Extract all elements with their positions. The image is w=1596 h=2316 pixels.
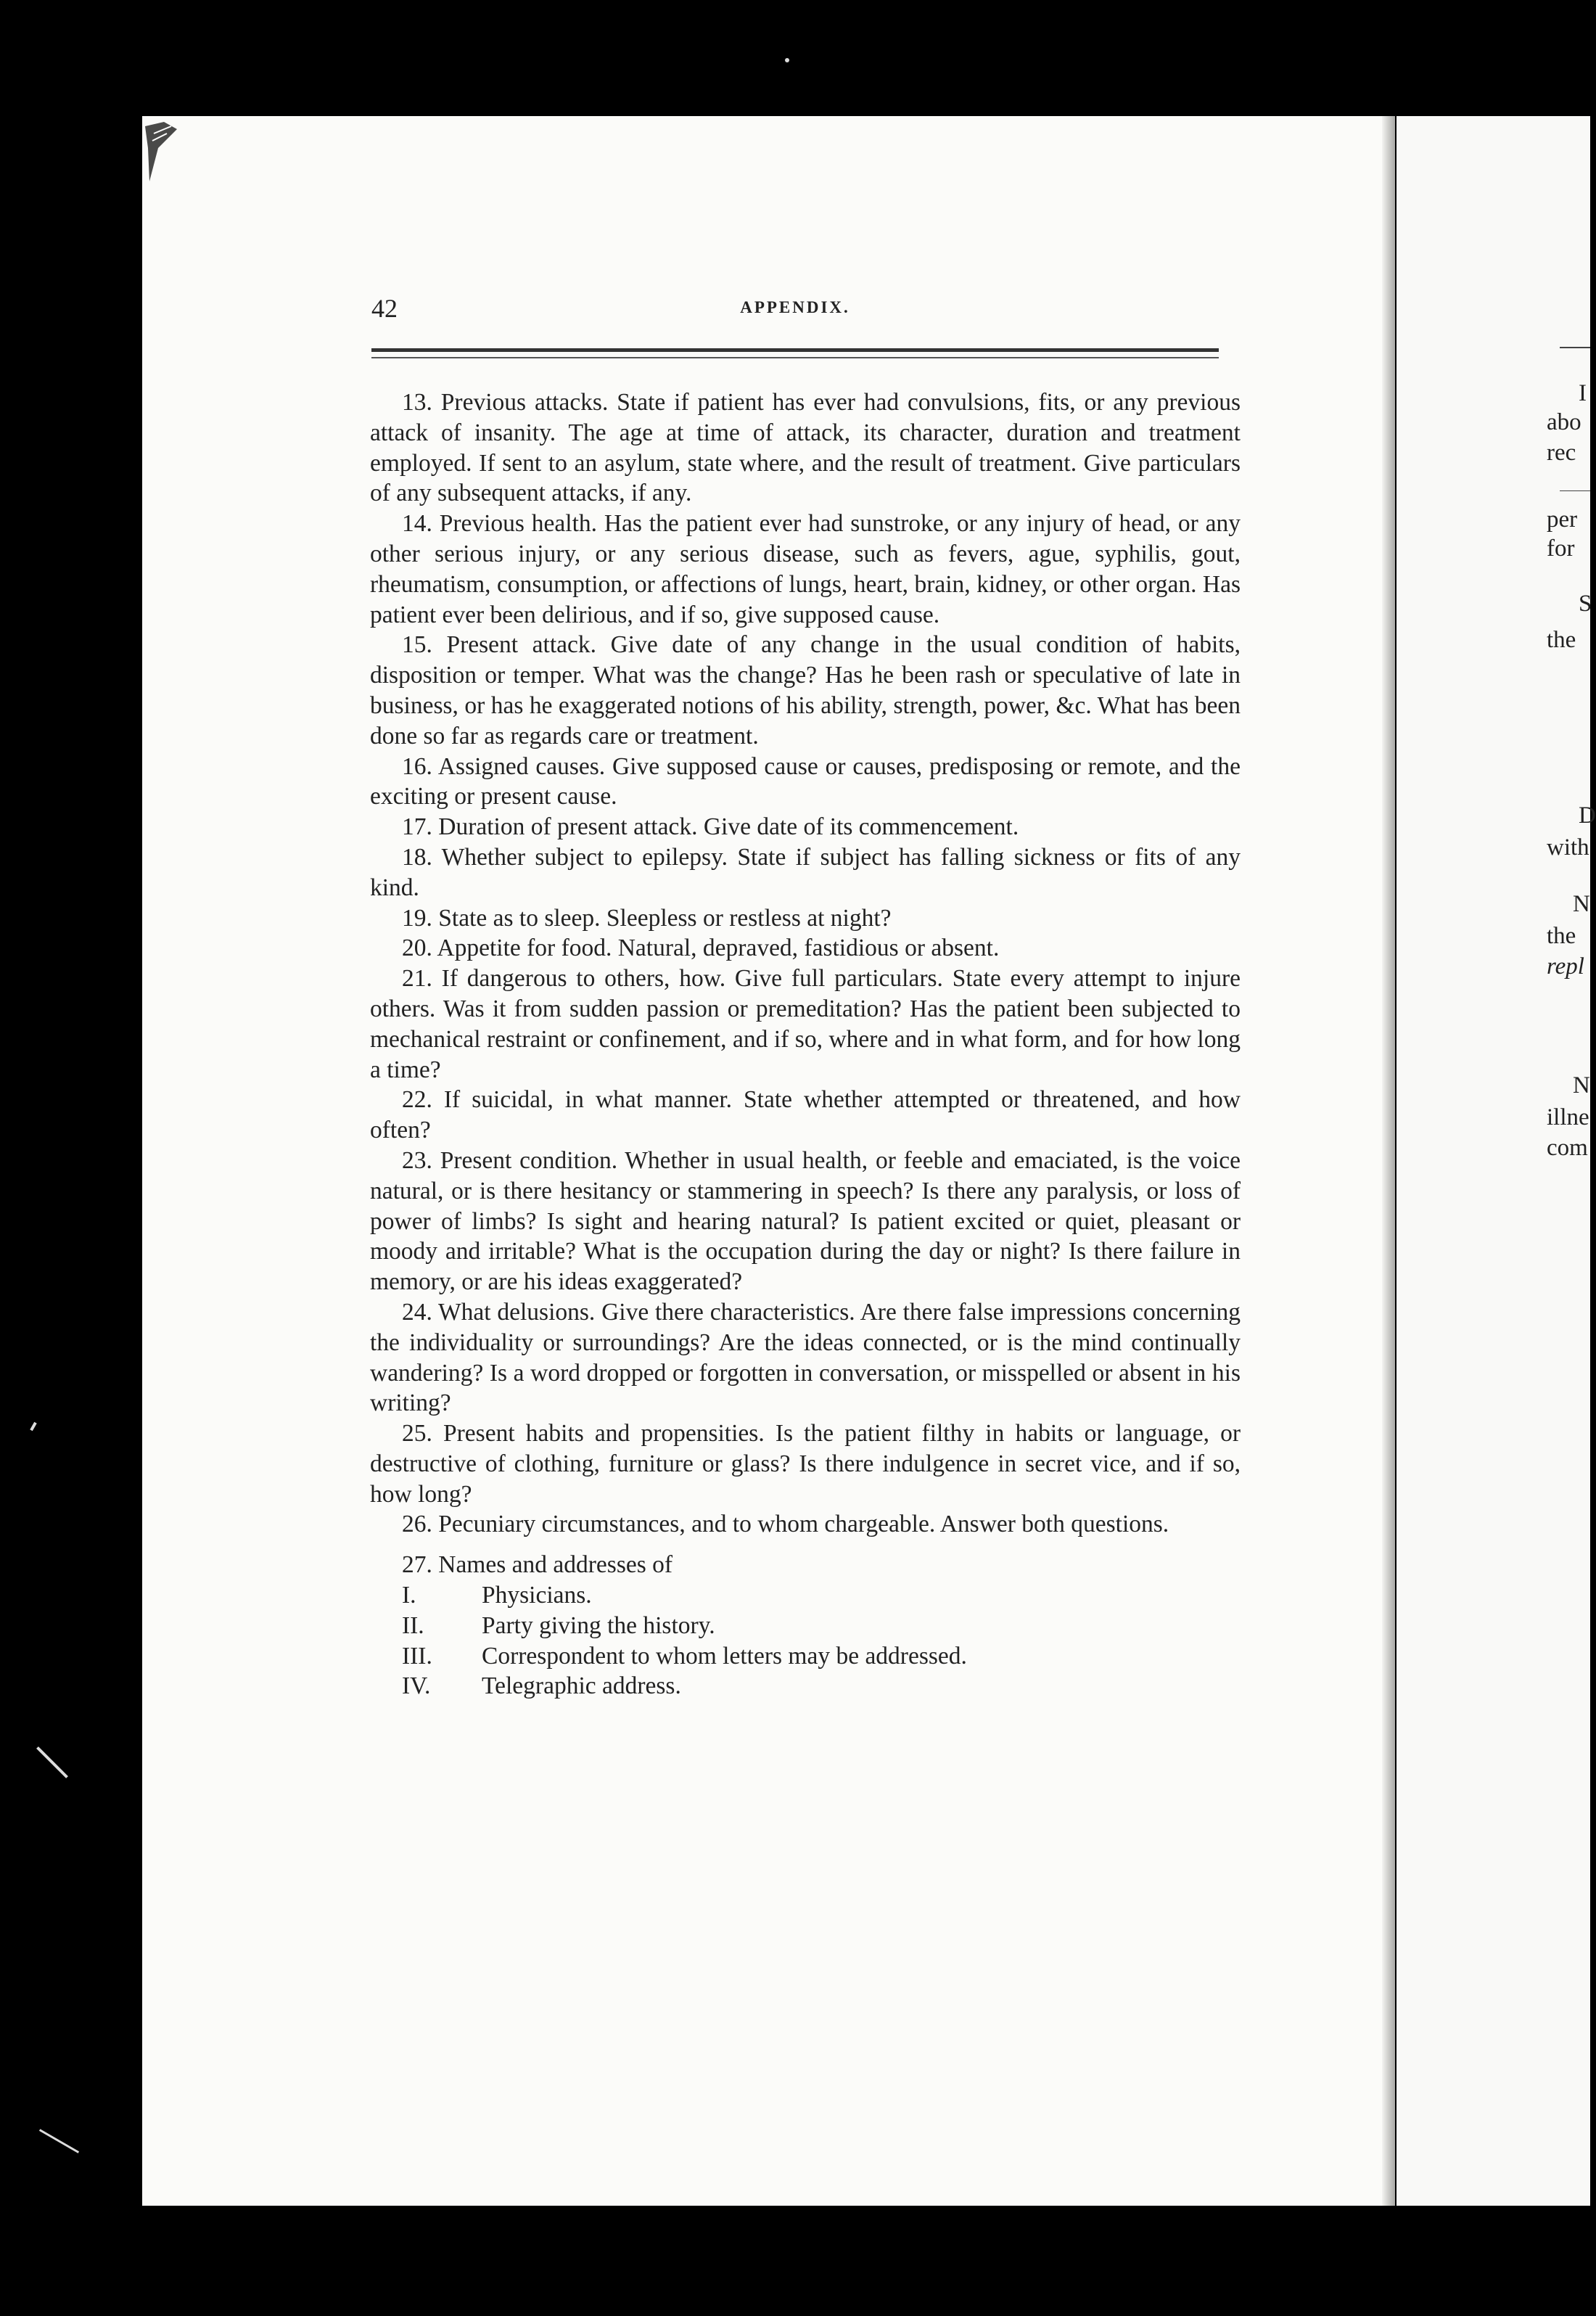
paragraph-22: 22. If suicidal, in what manner. State whether attempted or threatened, and how often? bbox=[370, 1086, 1241, 1144]
right-page-fragment: with bbox=[1547, 834, 1589, 861]
paragraph-13: 13. Previous attacks. State if patient has ever had convulsions, fits, or any previous attack of insanity. The age at time of attack, its character, duration and treatment employed. If sent to an asylum, state where, and the result of treatment. Give particulars of any subsequent attacks, if any. bbox=[370, 389, 1241, 507]
paragraph-21: 21. If dangerous to others, how. Give full particulars. State every attempt to injure others. Was it from sudden passion or premeditation? Has the patient been subjected to mechanical restraint or confinement, and if so, where and in what form, and for how long a time? bbox=[370, 965, 1241, 1083]
right-page-fragment: for bbox=[1547, 535, 1575, 562]
right-page-fragment: I bbox=[1579, 380, 1587, 406]
list-item-number: II. bbox=[402, 1611, 424, 1639]
list-item bbox=[370, 1671, 1241, 1701]
paragraph-27: 27. Names and addresses of bbox=[402, 1551, 673, 1579]
paragraph-17: 17. Duration of present attack. Give date of its commencement. bbox=[402, 813, 1019, 841]
right-page-fragment: per bbox=[1547, 506, 1578, 533]
scan-speck bbox=[36, 1746, 68, 1778]
header-rule-thick bbox=[371, 348, 1219, 352]
paragraph-25: 25. Present habits and propensities. Is the patient filthy in habits or language, or destructive of clothing, furniture or glass? Is there indulgence in secret vice, and if so, how long? bbox=[370, 1420, 1241, 1508]
paragraph-26: 26. Pecuniary circumstances, and to whom chargeable. Answer both questions. bbox=[402, 1511, 1169, 1538]
right-page-fragment: D bbox=[1579, 802, 1596, 829]
right-page-fragment: com bbox=[1547, 1135, 1588, 1161]
list-item-number: III. bbox=[402, 1642, 432, 1670]
list-item bbox=[370, 1641, 1241, 1672]
paragraph-18: 18. Whether subject to epilepsy. State if subject has falling sickness or fits of any kind. bbox=[370, 843, 1241, 901]
torn-corner-mark bbox=[142, 119, 186, 184]
questionnaire-body bbox=[370, 387, 1241, 1701]
right-page-fragment: the bbox=[1547, 923, 1576, 949]
paragraph-20: 20. Appetite for food. Natural, depraved, fastidious or absent. bbox=[402, 935, 1000, 962]
right-page-fragment: repl bbox=[1547, 953, 1584, 980]
right-page-fragment: illne bbox=[1547, 1104, 1589, 1130]
header-title: APPENDIX. bbox=[740, 298, 850, 316]
list-item-text: Correspondent to whom letters may be addressed. bbox=[482, 1642, 967, 1670]
list-item bbox=[370, 1580, 1241, 1611]
list-item-text: Party giving the history. bbox=[482, 1611, 715, 1639]
list-item-text: Telegraphic address. bbox=[482, 1672, 681, 1700]
paragraph-14: 14. Previous health. Has the patient ever had sunstroke, or any injury of head, or any other serious injury, or any serious disease, such as fevers, ague, syphilis, gout, rheumatism, consumption, or affections of lungs, heart, brain, kidney, or other organ. Has patient ever been delirious, and if so, give supposed cause. bbox=[370, 510, 1241, 628]
list-item-number: IV. bbox=[402, 1672, 431, 1700]
names-addresses-list bbox=[370, 1550, 1241, 1701]
page-number: 42 bbox=[371, 294, 398, 323]
right-page-fragment: N bbox=[1573, 1072, 1590, 1099]
header-rule-thin bbox=[371, 357, 1219, 358]
right-page-fragment: the bbox=[1547, 627, 1576, 653]
running-head bbox=[371, 290, 1219, 327]
right-page-rule bbox=[1560, 347, 1590, 348]
list-item-number: I. bbox=[402, 1582, 416, 1609]
scan-speck bbox=[30, 1422, 36, 1431]
paragraph-24: 24. What delusions. Give there characteristics. Are there false impressions concerning the individuality or surroundings? Are the ideas connected, or is the mind continually wandering? Is a word dropped or forgotten in conversation, or misspelled or absent in his writing? bbox=[370, 1298, 1241, 1417]
scan-speck bbox=[39, 2129, 79, 2153]
paragraph-15: 15. Present attack. Give date of any change in the usual condition of habits, disposition or temper. What was the change? Has he been rash or speculative of late in business, or has he exaggerated notions of his ability, strength, power, &c. What has been done so far as regards care or treatment. bbox=[370, 631, 1241, 750]
right-page-fragment: rec bbox=[1547, 440, 1576, 466]
paragraph-19: 19. State as to sleep. Sleepless or restless at night? bbox=[402, 904, 892, 932]
paragraph-23: 23. Present condition. Whether in usual health, or feeble and emaciated, is the voice natural, or is there hesitancy or stammering in speech? Is there any paralysis, or loss of power of limbs? Is sight and hearing natural? Is patient excited or quiet, pleasant or moody and irritable? What is the occupation during the day or night? Is there failure in memory, or are his ideas exaggerated? bbox=[370, 1146, 1241, 1296]
right-page-fragment: abo bbox=[1547, 409, 1581, 435]
right-page-rule bbox=[1560, 490, 1590, 491]
list-item bbox=[370, 1611, 1241, 1641]
scan-speck bbox=[785, 58, 789, 62]
right-page-fragment: S bbox=[1579, 591, 1592, 617]
paragraph-16: 16. Assigned causes. Give supposed cause or causes, predisposing or remote, and the exciting or present cause. bbox=[370, 752, 1241, 810]
page-fold-shadow bbox=[1382, 116, 1395, 2206]
right-page-fragment: N bbox=[1573, 891, 1590, 917]
list-item-text: Physicians. bbox=[482, 1582, 592, 1609]
